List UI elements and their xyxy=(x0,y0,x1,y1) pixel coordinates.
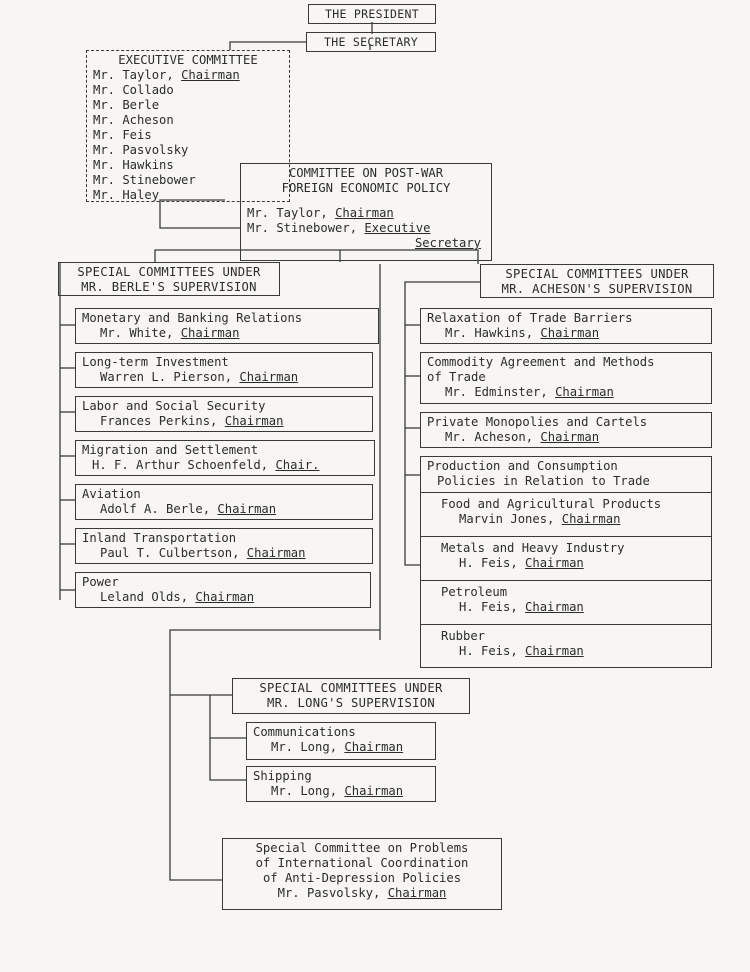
subcommittee-metals-heavy-industry xyxy=(421,537,711,581)
long-header-line1: SPECIAL COMMITTEES UNDER xyxy=(259,681,443,695)
exec-member: Mr. Berle xyxy=(93,98,160,112)
connector-exec-central xyxy=(160,200,240,228)
committee-communications xyxy=(246,722,436,760)
berle-header-line1: SPECIAL COMMITTEES UNDER xyxy=(77,265,261,279)
committee-monopolies-cartels xyxy=(420,412,712,448)
executive-committee-chair: Mr. Taylor, Chairman xyxy=(93,68,240,82)
committee-name: Petroleum xyxy=(441,585,508,599)
committee-chair: Mr. White, Chairman xyxy=(100,326,240,340)
committee-power xyxy=(75,572,371,608)
committee-name: Metals and Heavy Industry xyxy=(441,541,625,555)
committee-chair: H. Feis, Chairman xyxy=(459,600,584,614)
committee-migration-settlement xyxy=(75,440,375,476)
central-committee-box xyxy=(240,163,492,261)
subcommittee-food-agriculture xyxy=(421,493,711,537)
committee-chair: H. Feis, Chairman xyxy=(459,644,584,658)
committee-name: Rubber xyxy=(441,629,486,643)
committee-trade-barriers xyxy=(420,308,712,344)
committee-name: Communications xyxy=(253,725,356,739)
committee-name: Monetary and Banking Relations xyxy=(82,311,303,325)
berle-header-line2: MR. BERLE'S SUPERVISION xyxy=(81,280,257,294)
committee-chair: H. Feis, Chairman xyxy=(459,556,584,570)
production-consumption-title: Production and Consumption Policies in Relation to Trade xyxy=(421,457,711,493)
committee-name: Labor and Social Security xyxy=(82,399,266,413)
committee-chair: Mr. Long, Chairman xyxy=(271,784,404,798)
connector-secretary-exec xyxy=(230,42,306,50)
committee-chair: Frances Perkins, Chairman xyxy=(100,414,284,428)
committee-chair: H. F. Arthur Schoenfeld, Chair. xyxy=(92,458,320,472)
committee-chair: Warren L. Pierson, Chairman xyxy=(100,370,299,384)
anti-depression-line3: of Anti-Depression Policies xyxy=(262,871,462,885)
committee-name: Aviation xyxy=(82,487,141,501)
acheson-header-box xyxy=(480,264,714,298)
committee-chair: Marvin Jones, Chairman xyxy=(459,512,621,526)
central-committee-title: COMMITTEE ON POST-WAR xyxy=(288,166,444,180)
committee-monetary-banking xyxy=(75,308,379,344)
secretary-label: THE SECRETARY xyxy=(324,35,418,49)
committee-name-2: of Trade xyxy=(427,370,486,384)
committee-name: Commodity Agreement and Methods xyxy=(427,355,655,369)
committee-chair: Leland Olds, Chairman xyxy=(100,590,255,604)
committee-commodity-agreement xyxy=(420,352,712,404)
anti-depression-line1: Special Committee on Problems xyxy=(255,841,469,855)
long-header-line2: MR. LONG'S SUPERVISION xyxy=(266,696,436,710)
committee-chair: Adolf A. Berle, Chairman xyxy=(100,502,277,516)
committee-labor-social-security xyxy=(75,396,373,432)
berle-header-box xyxy=(58,262,280,296)
committee-name: Shipping xyxy=(253,769,312,783)
exec-member: Mr. Stinebower xyxy=(93,173,196,187)
exec-member: Mr. Acheson xyxy=(93,113,174,127)
committee-name: Private Monopolies and Cartels xyxy=(427,415,648,429)
secretary-box xyxy=(306,32,436,52)
committee-chair: Mr. Edminster, Chairman xyxy=(445,385,614,399)
committee-chair: Mr. Long, Chairman xyxy=(271,740,404,754)
anti-depression-committee-box xyxy=(222,838,502,910)
committee-chair: Mr. Acheson, Chairman xyxy=(445,430,600,444)
subcommittee-petroleum xyxy=(421,581,711,625)
committee-name: Food and Agricultural Products xyxy=(441,497,662,511)
acheson-header-line1: SPECIAL COMMITTEES UNDER xyxy=(505,267,689,281)
production-consumption-group xyxy=(420,456,712,668)
committee-name: Power xyxy=(82,575,119,589)
long-header-box xyxy=(232,678,470,714)
subcommittee-rubber xyxy=(421,625,711,665)
central-committee-secretary-role: Secretary xyxy=(414,236,481,250)
exec-member: Mr. Pasvolsky xyxy=(93,143,189,157)
executive-committee-title: EXECUTIVE COMMITTEE xyxy=(118,53,258,67)
committee-chair: Mr. Hawkins, Chairman xyxy=(445,326,600,340)
exec-member: Mr. Haley xyxy=(93,188,160,202)
acheson-header-line2: MR. ACHESON'S SUPERVISION xyxy=(501,282,693,296)
committee-name: Inland Transportation xyxy=(82,531,237,545)
exec-member: Mr. Collado xyxy=(93,83,174,97)
central-committee-chair: Mr. Taylor, Chairman xyxy=(247,206,394,220)
committee-name: Long-term Investment xyxy=(82,355,229,369)
president-label: THE PRESIDENT xyxy=(325,7,419,21)
anti-depression-line2: of International Coordination xyxy=(255,856,469,870)
committee-inland-transportation xyxy=(75,528,373,564)
central-committee-secretary: Mr. Stinebower, Executive xyxy=(247,221,431,235)
exec-member: Mr. Feis xyxy=(93,128,152,142)
president-box xyxy=(308,4,436,24)
committee-name: Relaxation of Trade Barriers xyxy=(427,311,633,325)
committee-aviation xyxy=(75,484,373,520)
anti-depression-chair: Mr. Pasvolsky, Chairman xyxy=(277,886,447,900)
committee-chair: Paul T. Culbertson, Chairman xyxy=(100,546,306,560)
committee-shipping xyxy=(246,766,436,802)
exec-member: Mr. Hawkins xyxy=(93,158,174,172)
committee-name: Migration and Settlement xyxy=(82,443,259,457)
committee-long-term-investment xyxy=(75,352,373,388)
central-committee-title-2: FOREIGN ECONOMIC POLICY xyxy=(281,181,451,195)
